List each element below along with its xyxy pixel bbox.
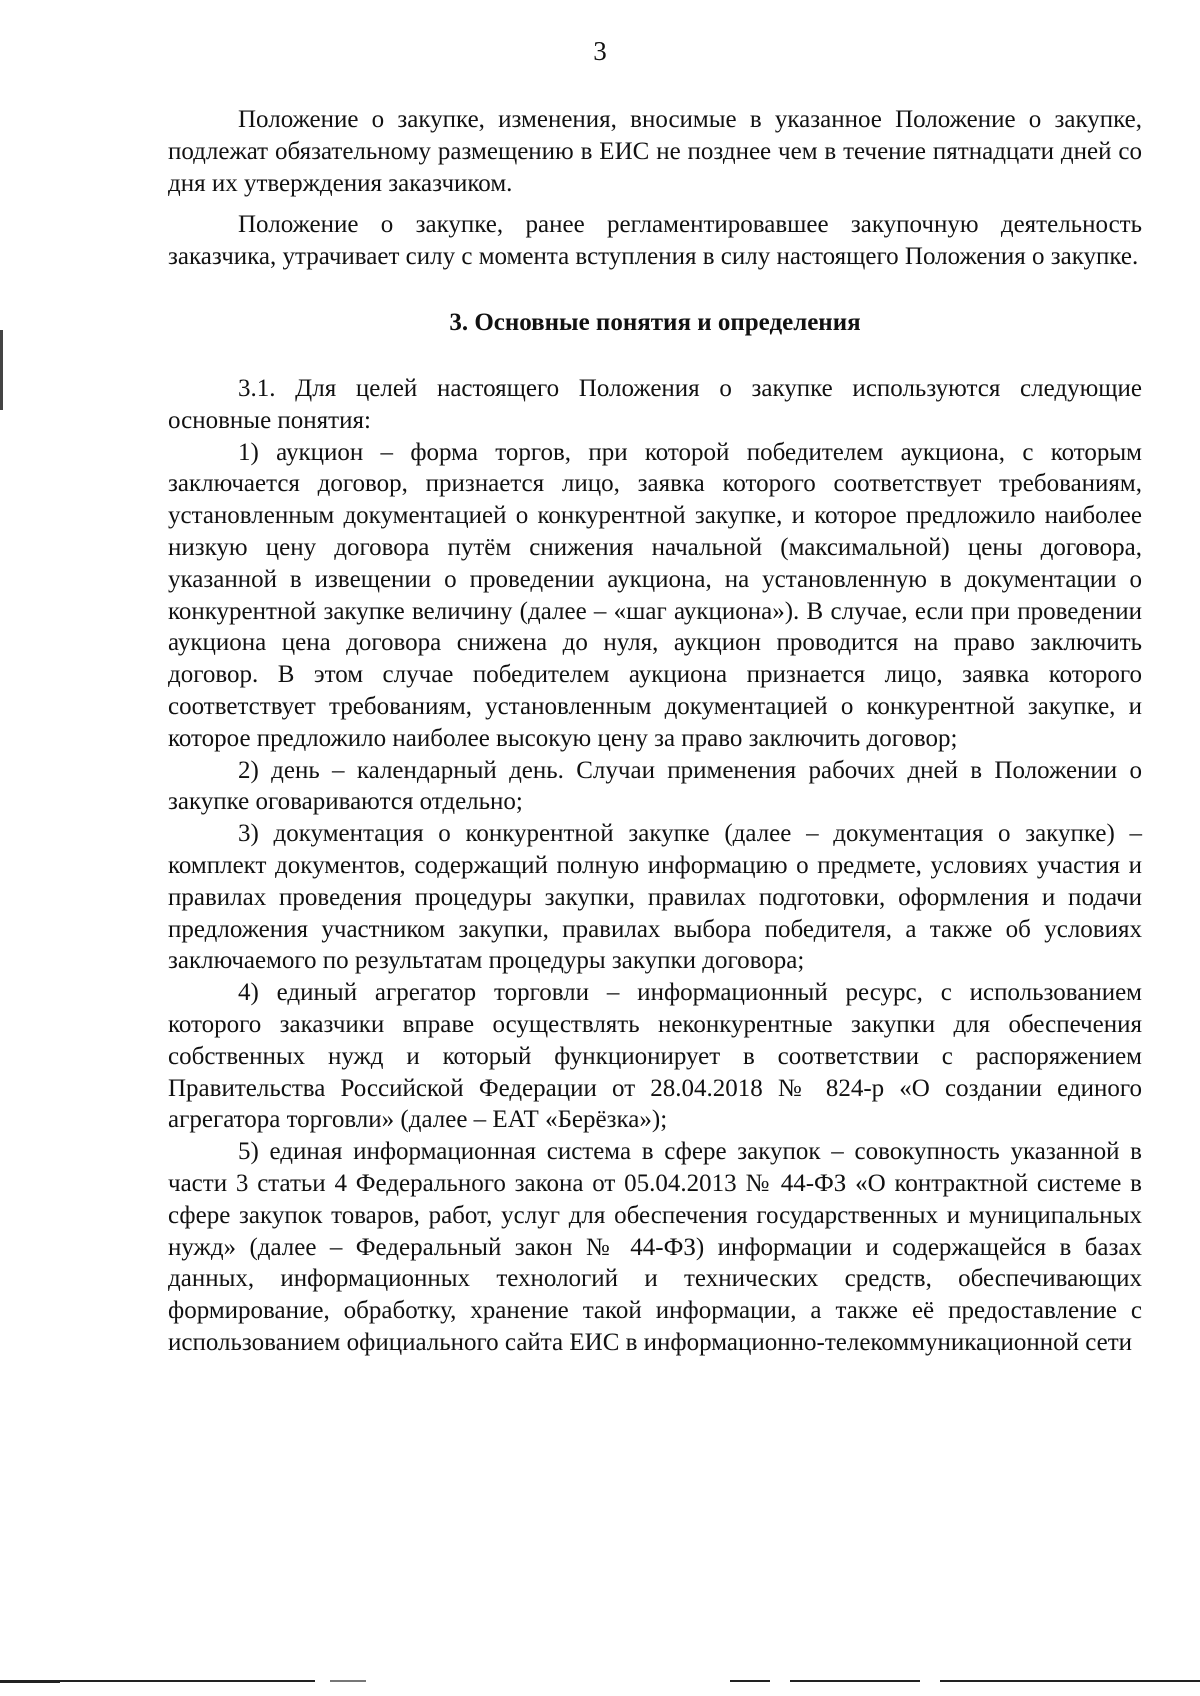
definition-item-aggregator: 4) единый агрегатор торговли – информационный ресурс, с использованием которого заказчики вправе осуществлять неконкурентные закупки для обеспечения собственных нужд и который функционирует в соответствии с распоряжением Правительства Российской Федерации от 28.04.2018 № 824-р «О создании единого агрегатора торговли» (далее – ЕАТ «Берёзка»); [168,979,1142,1134]
paragraph-previous-regulation: Положение о закупке, ранее регламентировавшее закупочную деятельность заказчика, утрачивает силу с момента вступления в силу настоящего Положения о закупке. [168,211,1142,271]
definition-item-eis: 5) единая информационная система в сфере закупок – совокупность указанной в части 3 статьи 4 Федерального закона от 05.04.2013 № 44-ФЗ «О контрактной системе в сфере закупок товаров, работ, услуг для обеспечения государственных и муниципальных нужд» (далее – Федеральный закон № 44-ФЗ) информации и содержащейся в базах данных, информационных технологий и технических средств, обеспечивающих формирование, обработку, хранение такой информации, а также её предоставление с использованием официального сайта ЕИС в информационно-телекоммуникационной сети [168,1138,1142,1356]
definition-item-day: 2) день – календарный день. Случаи применения рабочих дней в Положении о закупке оговариваются отдельно; [168,756,1142,816]
paragraph-publication: Положение о закупке, изменения, вносимые в указанное Положение о закупке, подлежат обязательному размещению в ЕИС не позднее чем в течение пятнадцати дней со дня их утверждения заказчиком. [168,106,1142,197]
page-number: 3 [593,36,607,66]
scan-bottom-edge [0,1680,1200,1684]
definition-item-documentation: 3) документация о конкурентной закупке (далее – документация о закупке) – комплект документов, содержащий полную информацию о предмете, условиях участия и правилах проведения процедуры закупки, правилах подготовки, оформления и подачи предложения участником закупки, правилах выбора победителя, а также об условиях заключаемого по результатам процедуры закупки договора; [168,820,1142,975]
section-intro: 3.1. Для целей настоящего Положения о закупке используются следующие основные понятия: [168,374,1142,434]
document-body [168,104,1142,1359]
definition-item-auction: 1) аукцион – форма торгов, при которой победителем аукциона, с которым заключается договор, признается лицо, заявка которого соответствует требованиям, установленным документацией о конкурентной закупке, и которое предложило наиболее низкую цену договора путём снижения начальной (максимальной) цены договора, указанной в извещении о проведении аукциона, на установленную в документации о конкурентной закупке величину (далее – «шаг аукциона»). В случае, если при проведении аукциона цена договора снижена до нуля, аукцион проводится на право заключить договор. В этом случае победителем аукциона признается лицо, заявка которого соответствует требованиям, установленным документацией о конкурентной закупке, и которое предложило наиболее высокую цену за право заключить договор; [168,438,1142,752]
section-heading: 3. Основные понятия и определения [449,308,861,336]
scan-margin-mark [0,330,3,410]
